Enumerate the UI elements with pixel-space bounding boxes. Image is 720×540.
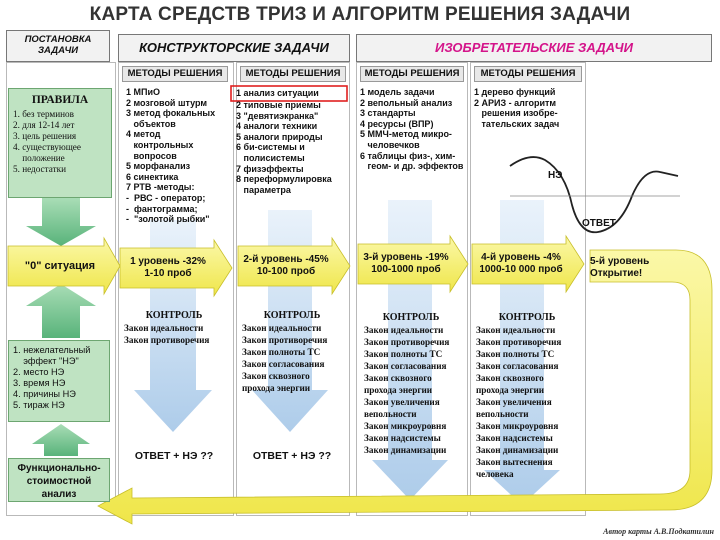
control-title-col4: КОНТРОЛЬ: [498, 312, 556, 323]
green-arrow-up-2: [32, 424, 90, 456]
rules-item: 3. цель решения: [13, 131, 77, 141]
wave-ne-label: НЭ: [548, 170, 563, 181]
ne-item: 5. тираж НЭ: [13, 400, 65, 410]
fsa-box: Функционально- стоимостной анализ: [8, 458, 110, 502]
rules-title: ПРАВИЛА: [31, 94, 89, 106]
rules-item: 1. без терминов: [13, 109, 74, 119]
blue-arrow-col2: [252, 210, 328, 432]
wave-answer-label: ОТВЕТ: [582, 218, 616, 229]
level3-label: 3-й уровень -19% 100-1000 проб: [363, 252, 449, 275]
methods-list-col2: 2 типовые приемы 3 "девятиэкранка" 4 аналоги техники 5 аналоги природы 6 би-системы и полисистемы 7 физэффекты 8 переформулировка параметра: [236, 100, 332, 195]
inventive-tasks-header: ИЗОБРЕТАТЕЛЬСКИЕ ЗАДАЧИ: [356, 34, 712, 62]
author-credit: Автор карты А.В.Подкатилин: [603, 527, 714, 536]
green-arrow-up: [26, 284, 96, 338]
methods-header-col2: МЕТОДЫ РЕШЕНИЯ: [240, 66, 346, 82]
rules-item: 2. для 12-14 лет: [13, 120, 75, 130]
control-list-col2: Закон идеальности Закон противоречия Закон полноты ТС Закон согласования Закон сквозного прохода энергии: [242, 323, 328, 393]
level1-label: 1 уровень -32% 1-10 проб: [130, 256, 206, 279]
control-title-col3: КОНТРОЛЬ: [382, 312, 440, 323]
methods-list-col3: 1 модель задачи 2 вепольный анализ 3 стандарты 4 ресурсы (ВПР) 5 ММЧ-метод микро- человечков 6 таблицы физ-, хим- геом- и др. эффектов: [360, 87, 464, 172]
methods-header-col3: МЕТОДЫ РЕШЕНИЯ: [360, 66, 464, 82]
ne-item: 4. причины НЭ: [13, 389, 76, 399]
answer-label-col1: ОТВЕТ + НЭ ??: [134, 450, 214, 462]
level4-label: 4-й уровень -4% 1000-10 000 проб: [479, 252, 563, 275]
green-arrow-down: [26, 198, 96, 246]
design-tasks-header: КОНСТРУКТОРСКИЕ ЗАДАЧИ: [118, 34, 350, 62]
level5-label: 5-й уровень Открытие!: [590, 256, 650, 279]
level2-label: 2-й уровень -45% 10-100 проб: [243, 254, 329, 277]
highlighted-method: 1 анализ ситуации: [236, 88, 319, 98]
control-list-col1: Закон идеальности Закон противоречия: [124, 323, 210, 345]
ne-item: 3. время НЭ: [13, 378, 66, 388]
page-title: КАРТА СРЕДСТВ ТРИЗ И АЛГОРИТМ РЕШЕНИЯ ЗАДАЧИ: [89, 4, 631, 25]
control-title-col2: КОНТРОЛЬ: [263, 310, 321, 321]
rules-item: 5. недостатки: [13, 164, 66, 174]
undesired-effect-box: [8, 340, 110, 422]
methods-list-col4: 1 дерево функций 2 АРИЗ - алгоритм решения изобре- тательских задач: [474, 87, 560, 129]
methods-header-col4: МЕТОДЫ РЕШЕНИЯ: [474, 66, 582, 82]
methods-list-col1: 1 МПиО 2 мозговой штурм 3 метод фокальных объектов 4 метод контрольных вопросов 5 морфанализ 6 синектика 7 РТВ -методы: - РВС - оператор; - фантограмма; - "золотой рыбки": [126, 87, 216, 225]
zero-situation-label: "0" ситуация: [24, 260, 96, 272]
answer-label-col2: ОТВЕТ + НЭ ??: [252, 450, 332, 462]
rules-item: 4. существующее положение: [13, 142, 81, 163]
task-setting-header: ПОСТАНОВКА ЗАДАЧИ: [6, 30, 110, 62]
methods-header-col1: МЕТОДЫ РЕШЕНИЯ: [122, 66, 228, 82]
rules-box: [8, 88, 112, 198]
ne-item: 1. нежелательный эффект "НЭ": [13, 345, 91, 366]
control-title-col1: КОНТРОЛЬ: [145, 310, 203, 321]
control-list-col3: Закон идеальности Закон противоречия Закон полноты ТС Закон согласования Закон сквозного прохода энергии Закон увеличения вепольности Закон микроуровня Закон надсистемы Закон динамизации: [364, 325, 450, 455]
control-list-col4: Закон идеальности Закон противоречия Закон полноты ТС Закон согласования Закон сквозного прохода энергии Закон увеличения вепольности Закон микроуровня Закон надсистемы Закон динамизации Закон вытеснения человека: [476, 325, 562, 479]
ne-item: 2. место НЭ: [13, 367, 65, 377]
